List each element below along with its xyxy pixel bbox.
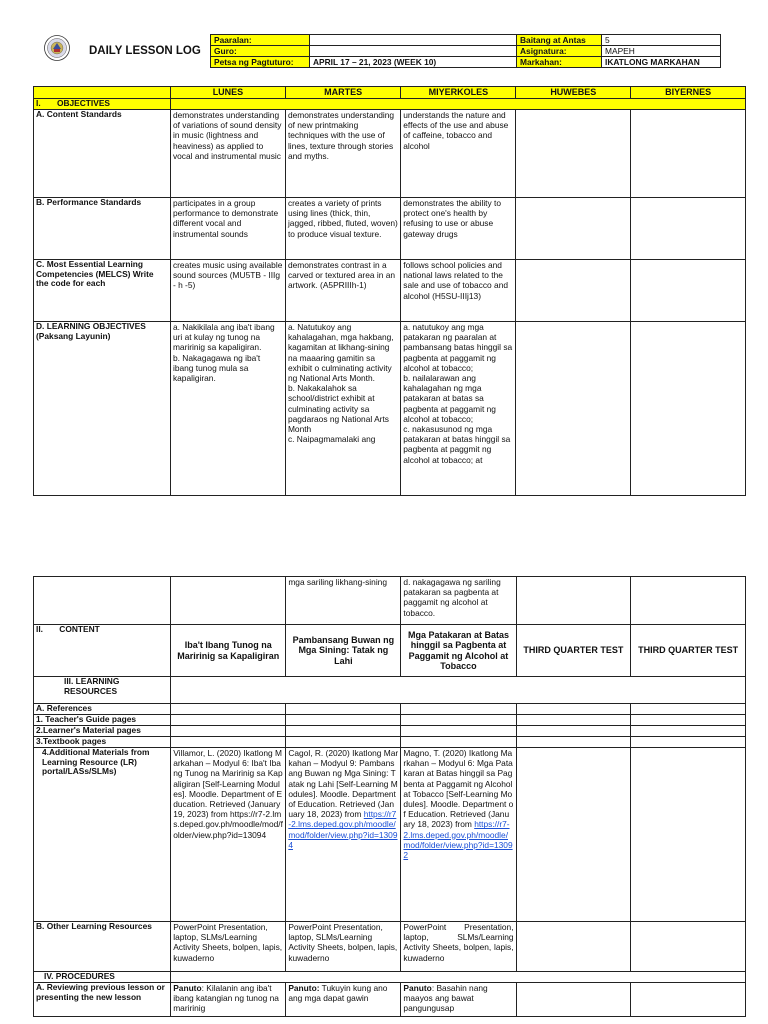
- baitang-value: 5: [602, 35, 721, 46]
- cell-mon-additional: Villamor, L. (2020) Ikatlong Markahan – Modyul 6: Iba't Ibang Tunog na Maririnig sa Kapaligiran [Self-Learning Modules]. Moodle. Department of Education. Retrieved (January 19, 2023) from https://r7-2.lms.deped.gov.ph/moodle/mod/folder/view.php?id=13094: [171, 748, 286, 922]
- row-label-learning-objectives: D. LEARNING OBJECTIVES (Paksang Layunin): [34, 322, 171, 496]
- tue-reviewing-bold: Panuto:: [288, 983, 320, 993]
- guro-value: [310, 46, 517, 57]
- cell-wed-performance: demonstrates the ability to protect one's health by refusing to use or abuse gateway drugs: [401, 198, 516, 260]
- lesson-table-part-2: [33, 576, 746, 1017]
- cell-tue-performance: creates a variety of prints using lines (thick, thin, jagged, ribbed, fluted, woven) to produce visual texture.: [285, 198, 400, 260]
- table-row: [34, 704, 746, 715]
- table-row: [34, 748, 746, 922]
- tue-reference-text: Cagol, R. (2020) Ikatlong Markahan – Modyul 9: Pambansang Buwan ng Mga Sining: Tatak ng Lahi [Self-Learning Modules]. Moodle. Department of Education. Retrieved (January 18, 2023) from: [288, 748, 399, 820]
- cell-tue-objectives-cont: mga sariling likhang-sining: [286, 577, 401, 625]
- cell-wed-objectives: a. natutukoy ang mga patakaran ng paaralan at pambansang batas hinggil sa pagbenta at paggamit ng alcohol at tobacco; b. nailalarawan ang kahalagahan ng mga patakaran at batas sa pagbenta at paggamit ng alcohol at tobacco; c. nakasusunod ng mga patakaran at batas hinggil sa pagbenta at paggmit ng alcohol at tobacco; at: [401, 322, 516, 496]
- day-friday: BIYERNES: [631, 87, 746, 99]
- section-content: II. CONTENT: [34, 625, 171, 677]
- table-row: [34, 260, 746, 322]
- cell-wed-content: Mga Patakaran at Batas hinggil sa Pagbenta at Paggamit ng Alcohol at Tobacco: [401, 625, 516, 677]
- baitang-label: Baitang at Antas: [517, 35, 602, 46]
- table-row: [34, 715, 746, 726]
- section-objectives: I. OBJECTIVES: [34, 99, 171, 110]
- cell-mon-content-standards: demonstrates understanding of variations of sound density in music (lightness and heaviness) as applied to vocal and instrumental music: [170, 110, 285, 198]
- row-label-content-standards: A. Content Standards: [34, 110, 171, 198]
- cell-tue-other-resources: PowerPoint Presentation, laptop, SLMs/Learning Activity Sheets, bolpen, lapis, kuwaderno: [286, 922, 401, 972]
- table-row: [34, 577, 746, 625]
- paaralan-label: Paaralan:: [211, 35, 310, 46]
- cell-tue-content-standards: demonstrates understanding of new printmaking techniques with the use of lines, texture through stories and myths.: [285, 110, 400, 198]
- table-row: [34, 99, 746, 110]
- cell-thu-content: THIRD QUARTER TEST: [516, 625, 631, 677]
- table-row: [34, 625, 746, 677]
- row-label-textbook: 3.Textbook pages: [34, 737, 171, 748]
- wed-reference-text: Magno, T. (2020) Ikatlong Markahan – Modyul 6: Mga Patakaran at Batas hinggil sa Pagbenta at Paggamit ng Alcohol at Tobacco [Self-Learning Modules]. Moodle. Department of Education. Retrieved (January 18, 2023) from: [403, 748, 514, 830]
- cell-tue-content: Pambansang Buwan ng Mga Sining: Tatak ng Lahi: [286, 625, 401, 677]
- petsa-value: APRIL 17 – 21, 2023 (WEEK 10): [310, 57, 517, 68]
- header-table: [36, 34, 721, 68]
- cell-mon-other-resources: PowerPoint Presentation, laptop, SLMs/Learning Activity Sheets, bolpen, lapis, kuwaderno: [171, 922, 286, 972]
- cell-tue-additional: [286, 748, 401, 922]
- row-label-learners-material: 2.Learner's Material pages: [34, 726, 171, 737]
- paaralan-value: [310, 35, 517, 46]
- section-procedures: IV. PROCEDURES: [34, 972, 171, 983]
- row-label-reviewing: A. Reviewing previous lesson or presenting the new lesson: [34, 983, 171, 1017]
- day-monday: LUNES: [170, 87, 285, 99]
- table-row: [34, 110, 746, 198]
- cell-mon-performance: participates in a group performance to demonstrate different vocal and instrumental sounds: [170, 198, 285, 260]
- lesson-table-part-1: [33, 86, 746, 496]
- day-tuesday: MARTES: [285, 87, 400, 99]
- cell-tue-melcs: demonstrates contrast in a carved or textured area in an artwork. (A5PRIIIh-1): [285, 260, 400, 322]
- table-row: [34, 972, 746, 983]
- row-label-references: A. References: [34, 704, 171, 715]
- cell-mon-melcs: creates music using available sound sources (MU5TB - IIIg - h -5): [170, 260, 285, 322]
- row-label-teachers-guide: 1. Teacher's Guide pages: [34, 715, 171, 726]
- cell-wed-additional: [401, 748, 516, 922]
- markahan-value: IKATLONG MARKAHAN: [602, 57, 721, 68]
- cell-wed-reviewing: [401, 983, 516, 1017]
- wed-reviewing-text: : Basahin nang maayos ang bawat pangungusap: [403, 983, 488, 1014]
- mon-reviewing-text: : Kilalanin ang iba't ibang katangian ng tunog na maririnig: [173, 983, 279, 1014]
- asignatura-label: Asignatura:: [517, 46, 602, 57]
- mon-reviewing-bold: Panuto: [173, 983, 202, 993]
- cell-mon-content: Iba't Ibang Tunog na Maririnig sa Kapaligiran: [171, 625, 286, 677]
- table-row: [34, 677, 746, 704]
- cell-wed-objectives-cont: d. nakagagawa ng sariling patakaran sa pagbenta at paggamit ng alcohol at tobacco.: [401, 577, 516, 625]
- cell-mon-reviewing: [171, 983, 286, 1017]
- day-thursday: HUWEBES: [516, 87, 631, 99]
- markahan-label: Markahan:: [517, 57, 602, 68]
- table-row: [34, 322, 746, 496]
- guro-label: Guro:: [211, 46, 310, 57]
- cell-wed-content-standards: understands the nature and effects of the use and abuse of caffeine, tobacco and alcohol: [401, 110, 516, 198]
- day-header-row: [34, 87, 746, 99]
- wed-reviewing-bold: Panuto: [403, 983, 432, 993]
- cell-wed-other-resources: PowerPoint Presentation, laptop, SLMs/Learning Activity Sheets, bolpen, lapis, kuwaderno: [401, 922, 516, 972]
- row-label-additional-materials: 4.Additional Materials from Learning Resource (LR) portal/LASs/SLMs): [34, 748, 171, 922]
- tue-reference-link[interactable]: https://r7-2.lms.deped.gov.ph/moodle/mod/folder/view.php?id=13094: [288, 809, 398, 850]
- day-wednesday: MIYERKOLES: [401, 87, 516, 99]
- section-learning-resources: III. LEARNING RESOURCES: [34, 677, 171, 704]
- cell-wed-melcs: follows school policies and national laws related to the sale and use of tobacco and alcohol (H5SU-IIIj13): [401, 260, 516, 322]
- row-label-other-resources: B. Other Learning Resources: [34, 922, 171, 972]
- table-row: [34, 726, 746, 737]
- row-label-performance-standards: B. Performance Standards: [34, 198, 171, 260]
- table-row: [34, 983, 746, 1017]
- page-title: DAILY LESSON LOG: [89, 45, 201, 57]
- table-row: [34, 922, 746, 972]
- table-row: [34, 737, 746, 748]
- cell-tue-objectives: a. Natutukoy ang kahalagahan, mga hakbang, kagamitan at likhang-sining na maaaring gamitin sa exhibit o culminating activity ng National Arts Month. b. Nakakalahok sa school/district exhibit at culminating activity sa pagdaraos ng National Arts Month c. Naipagmamalaki ang: [285, 322, 400, 496]
- cell-fri-content: THIRD QUARTER TEST: [631, 625, 746, 677]
- petsa-label: Petsa ng Pagtuturo:: [211, 57, 310, 68]
- wed-reference-link[interactable]: https://r7-2.lms.deped.gov.ph/moodle/mod/folder/view.php?id=13092: [403, 819, 513, 861]
- row-label-melcs: C. Most Essential Learning Competencies (MELCS) Write the code for each: [34, 260, 171, 322]
- table-row: [34, 198, 746, 260]
- asignatura-value: MAPEH: [602, 46, 721, 57]
- cell-tue-reviewing: [286, 983, 401, 1017]
- tue-reviewing-text: Tukuyin kung ano ang mga dapat gawin: [288, 983, 388, 1004]
- cell-mon-objectives: a. Nakikilala ang iba't ibang uri at kulay ng tunog na maririnig sa kapaligiran. b. Nakagagawa ng iba't ibang tunog mula sa kapaligiran.: [170, 322, 285, 496]
